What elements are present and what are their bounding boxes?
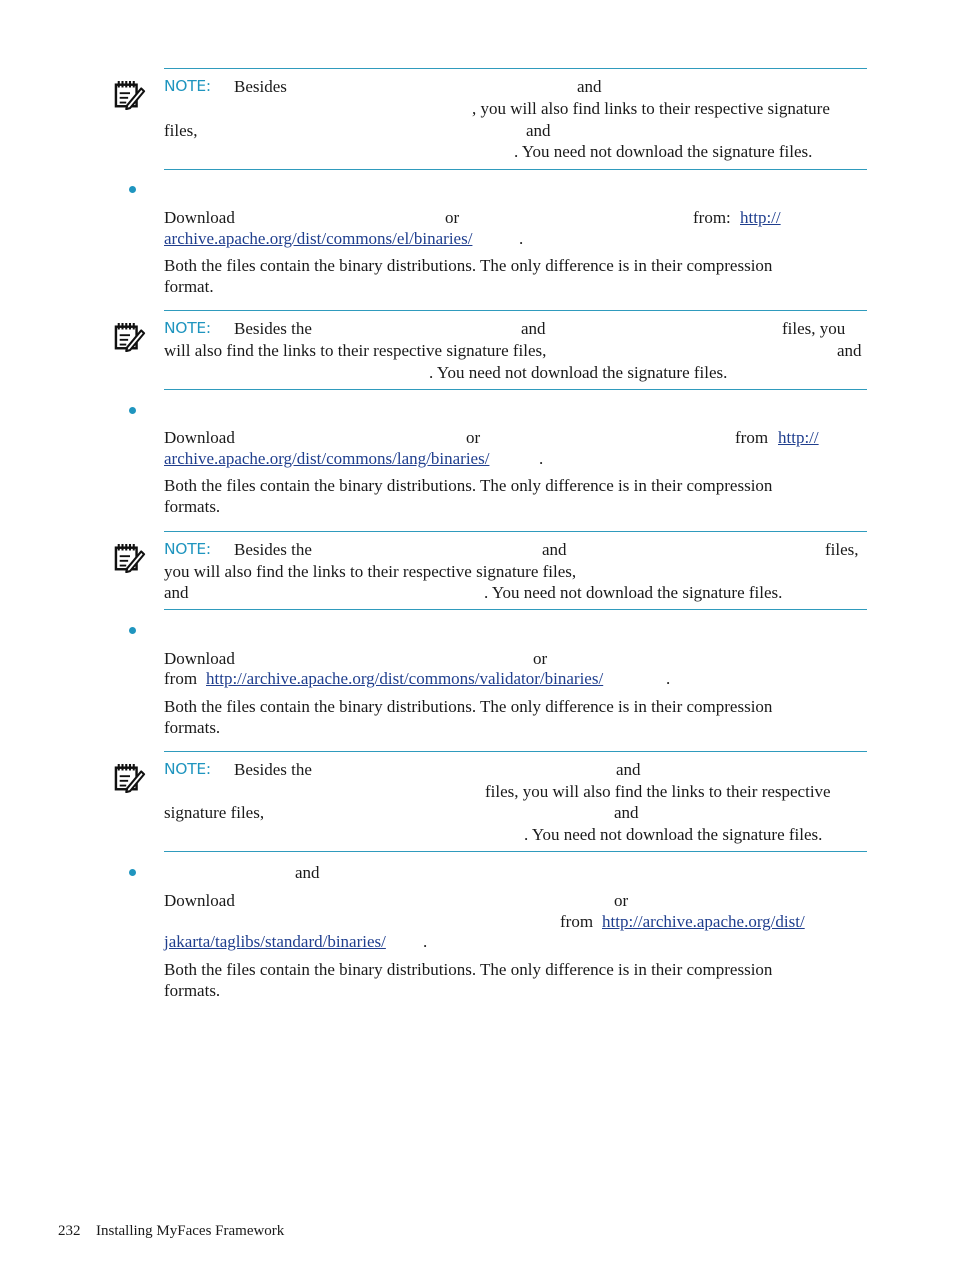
note-text: and — [164, 583, 189, 602]
note-icon — [114, 763, 146, 793]
bullet-icon — [129, 186, 136, 193]
note-text: . You need not download the signature files. — [514, 142, 813, 161]
note-text: Besides the — [234, 540, 312, 559]
note-text: Besides the — [234, 319, 312, 338]
step-text: or — [445, 208, 460, 227]
note-bottom-rule — [164, 169, 867, 170]
step-text: Download — [164, 649, 235, 668]
download-link[interactable]: http:// — [778, 428, 819, 447]
step-text: from — [560, 912, 594, 931]
note-text: you will also find the links to their respective signature files, — [164, 562, 577, 581]
step-text: or — [614, 891, 629, 910]
bullet-icon — [129, 627, 136, 634]
step-description: Both the files contain the binary distributions. The only difference is in their compression — [164, 960, 773, 979]
note-top-rule — [164, 310, 867, 311]
step-description: formats. — [164, 981, 221, 1000]
chapter-title: Installing MyFaces Framework — [96, 1223, 285, 1239]
step-text: or — [533, 649, 548, 668]
step-text: from — [164, 669, 198, 688]
note-label: NOTE: — [164, 319, 211, 337]
note-label: NOTE: — [164, 540, 211, 558]
note-text: Besides — [234, 77, 287, 96]
note-text: and — [614, 803, 639, 822]
step-text: or — [466, 428, 481, 447]
note-bottom-rule — [164, 389, 867, 390]
step-text: from: — [693, 208, 731, 227]
note-bottom-rule — [164, 851, 867, 852]
note-icon — [114, 322, 146, 352]
note-text: . You need not download the signature files. — [484, 583, 783, 602]
note-text: and — [577, 77, 602, 96]
step-description: formats. — [164, 718, 221, 737]
download-link[interactable]: http://archive.apache.org/dist/ — [602, 912, 805, 931]
note-top-rule — [164, 531, 867, 532]
step-text: . — [423, 932, 428, 951]
note-text: files, you will also find the links to their respective — [485, 782, 831, 801]
step-text: . — [519, 229, 524, 248]
note-text: files, you — [782, 319, 846, 338]
note-text: . You need not download the signature files. — [524, 825, 823, 844]
download-link[interactable]: jakarta/taglibs/standard/binaries/ — [164, 932, 386, 951]
note-icon — [114, 543, 146, 573]
note-bottom-rule — [164, 609, 867, 610]
download-link[interactable]: http:// — [740, 208, 781, 227]
note-text: files, — [825, 540, 859, 559]
download-link[interactable]: archive.apache.org/dist/commons/lang/binaries/ — [164, 449, 490, 468]
note-text: and — [526, 121, 551, 140]
note-text: files, — [164, 121, 198, 140]
step-description: Both the files contain the binary distributions. The only difference is in their compression — [164, 256, 773, 275]
note-text: and — [542, 540, 567, 559]
step-text: from — [735, 428, 769, 447]
step-text: Download — [164, 208, 235, 227]
note-text: , you will also find links to their respective signature — [472, 99, 830, 118]
note-text: and — [521, 319, 546, 338]
step-description: format. — [164, 277, 214, 296]
page-number: 232 — [58, 1223, 81, 1239]
note-label: NOTE: — [164, 77, 211, 95]
step-text: Download — [164, 891, 235, 910]
step-description: Both the files contain the binary distributions. The only difference is in their compression — [164, 697, 773, 716]
download-link[interactable]: archive.apache.org/dist/commons/el/binaries/ — [164, 229, 473, 248]
step-text: . — [539, 449, 544, 468]
download-link[interactable]: http://archive.apache.org/dist/commons/validator/binaries/ — [206, 669, 604, 688]
step-heading-text: and — [295, 863, 320, 882]
step-description: formats. — [164, 497, 221, 516]
note-text: and — [616, 760, 641, 779]
bullet-icon — [129, 869, 136, 876]
bullet-icon — [129, 407, 136, 414]
note-label: NOTE: — [164, 760, 211, 778]
step-text: Download — [164, 428, 235, 447]
note-text: will also find the links to their respective signature files, — [164, 341, 547, 360]
note-text: . You need not download the signature files. — [429, 363, 728, 382]
step-text: . — [666, 669, 671, 688]
note-top-rule — [164, 68, 867, 69]
note-top-rule — [164, 751, 867, 752]
note-icon — [114, 80, 146, 110]
note-text: signature files, — [164, 803, 265, 822]
step-description: Both the files contain the binary distributions. The only difference is in their compression — [164, 476, 773, 495]
note-text: and — [837, 341, 862, 360]
note-text: Besides the — [234, 760, 312, 779]
